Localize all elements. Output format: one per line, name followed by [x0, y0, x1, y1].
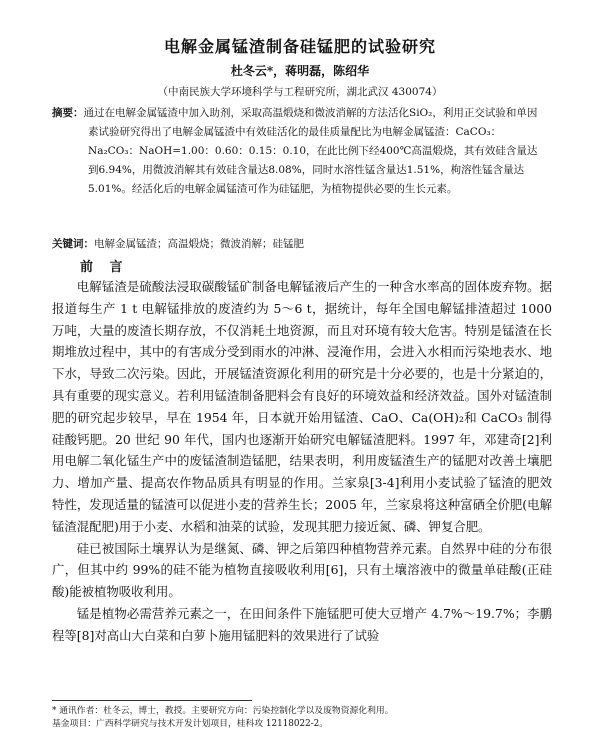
footnote-divider — [52, 700, 252, 701]
abstract-text: 通过在电解金属锰渣中加入助剂，采取高温煅烧和微波消解的方法活化SiO₂，利用正交试验和单因素试验研究得出了电解金属锰渣中有效硅活化的最佳质量配比为电解金属锰渣：CaCO₃：Na₂CO₃：NaOH=1.00：0.60：0.15：0.10，在此比例下经400℃高温煅烧，其有效硅含量达到6.94%，用微波消解其有效硅含量达8.08%，同时水溶性锰含量达1.51%，枸溶性锰含量达5.01%。经活化后的电解金属锰渣可作为硅锰肥，为植物提供必要的生长元素。 — [83, 107, 538, 195]
abstract-block — [52, 104, 540, 199]
keywords-label: 关键词： — [52, 238, 94, 250]
keywords-text: 电解金属锰渣；高温煅烧；微波消解；硅锰肥 — [94, 238, 304, 250]
footnote-corresponding-author: * 通讯作者：杜冬云，博士，教授。主要研究方向：污染控制化学以及废物资源化利用。 — [52, 706, 394, 716]
paper-affiliation: （中南民族大学环境科学与工程研究所，湖北武汉 430074） — [157, 86, 443, 98]
section-heading-preface: 前 言 — [80, 260, 129, 275]
footnote-funding: 基金项目：广西科学研究与技术开发计划项目，桂科攻 12118022-2。 — [52, 719, 329, 729]
keywords-block — [52, 236, 552, 252]
footnotes — [52, 705, 552, 731]
paper-authors: 杜冬云*，蒋明磊，陈绍华 — [230, 64, 370, 78]
body-paragraph: 硅已被国际土壤界认为是继氮、磷、钾之后第四种植物营养元素。自然界中硅的分布很广，但其中约 99%的硅不能为植物直接吸收利用[6]，只有土壤溶液中的微量单硅酸(正硅酸)能被植物吸收利用。 — [52, 540, 552, 600]
body-paragraph: 电解锰渣是硫酸法浸取碳酸锰矿制备电解锰液后产生的一种含水率高的固体废弃物。据报道每生产 1 t 电解锰排放的废渣约为 5～6 t，据统计，每年全国电解锰排渣超过 1000 万吨，大量的废渣长期存放，不仅消耗土地资源，而且对环境有较大危害。特别是锰渣在长期堆放过程中，其中的有害成分受到雨水的冲淋、浸淹作用，会进入水相而污染地表水、地下水，导致二次污染。因此，开展锰渣资源化利用的研究是十分必要的，也是十分紧迫的，具有重要的现实意义。若利用锰渣制备肥料会有良好的环境效益和经济效益。国外对锰渣制肥的研究起步较早，早在 1954 年，日本就开始用锰渣、CaO、Ca(OH)₂和 CaCO₃ 制得硅酸钙肥。20 世纪 90 年代，国内也逐渐开始研究电解锰渣肥料。1997 年，邓建奇[2]利用电解二氧化锰生产中的废锰渣制造锰肥，结果表明，利用废锰渣生产的锰肥对改善土壤肥力、增加产量、提高农作物品质具有明显的作用。兰家泉[3-4]利用小麦试验了锰渣的肥效特性，发现适量的锰渣可以促进小麦的营养生长；2005 年，兰家泉将这种富硒全价肥(电解锰渣混配肥)用于小麦、水稻和油菜的试验，发现其肥力接近氮、磷、钾复合肥。 — [52, 279, 552, 534]
body-paragraph: 锰是植物必需营养元素之一，在田间条件下施锰肥可使大豆增产 4.7%～19.7%；李鹏程等[8]对高山大白菜和白萝卜施用锰肥料的效果进行了试验 — [52, 605, 552, 643]
paper-title: 电解金属锰渣制备硅锰肥的试验研究 — [163, 37, 436, 56]
abstract-label: 摘要： — [52, 107, 84, 119]
body-text — [52, 276, 552, 647]
